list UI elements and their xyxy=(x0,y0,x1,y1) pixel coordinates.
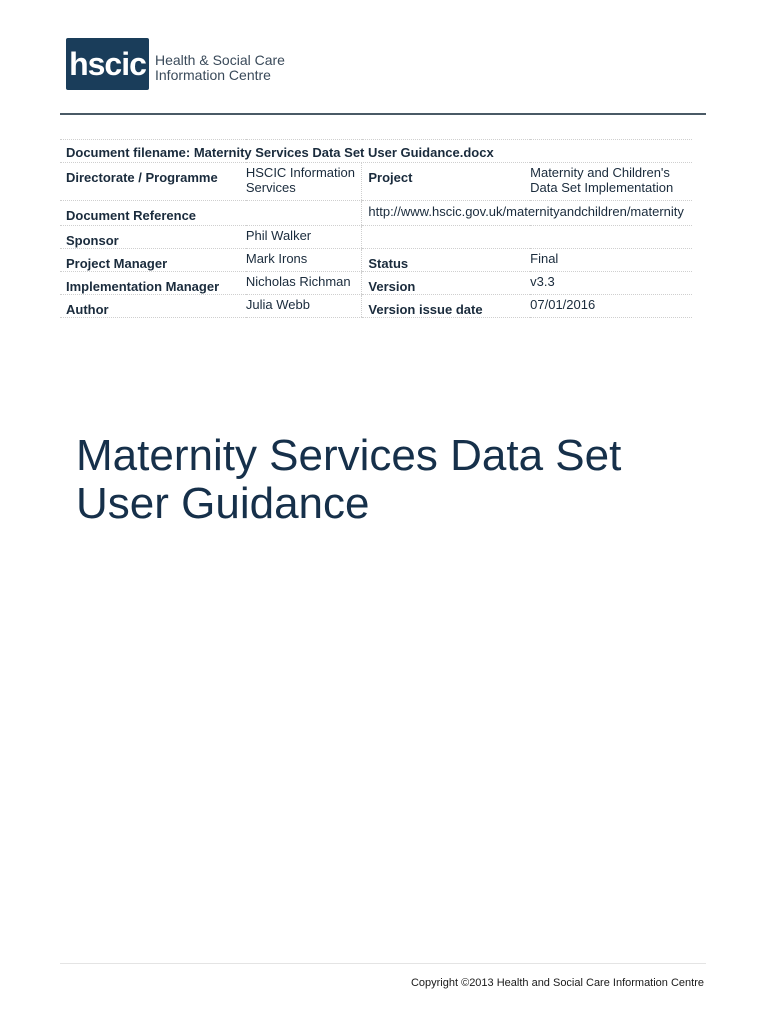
implementation-manager-row xyxy=(60,272,692,295)
hscic-logo xyxy=(66,38,149,90)
sponsor-value: Phil Walker xyxy=(246,226,362,249)
logo-name-line-1: Health & Social Care xyxy=(155,52,285,68)
document-reference-empty xyxy=(246,201,362,226)
document-reference-label: Document Reference xyxy=(60,201,246,226)
project-manager-label: Project Manager xyxy=(60,249,246,272)
sponsor-empty-label xyxy=(362,226,530,249)
document-reference-url: http://www.hscic.gov.uk/maternityandchildren/maternity xyxy=(362,201,692,226)
logo-organisation-name xyxy=(155,53,285,83)
filename-row xyxy=(60,140,692,163)
sponsor-row xyxy=(60,226,692,249)
implementation-manager-value: Nicholas Richman xyxy=(246,272,362,295)
header-divider xyxy=(60,113,706,115)
document-reference-row xyxy=(60,201,692,226)
copyright-notice: Copyright ©2013 Health and Social Care Information Centre xyxy=(410,977,704,989)
footer-divider xyxy=(60,963,706,964)
sponsor-empty-value xyxy=(530,226,692,249)
version-issue-date-label: Version issue date xyxy=(362,295,530,318)
author-label: Author xyxy=(60,295,246,318)
author-row xyxy=(60,295,692,318)
version-issue-date-value: 07/01/2016 xyxy=(530,295,692,318)
project-label: Project xyxy=(362,163,530,201)
document-metadata-table xyxy=(60,139,692,318)
document-filename: Document filename: Maternity Services Data Set User Guidance.docx xyxy=(60,140,692,163)
logo-mark: hscic xyxy=(69,46,146,82)
project-value: Maternity and Children's Data Set Implementation xyxy=(530,163,692,201)
directorate-value: HSCIC Information Services xyxy=(246,163,362,201)
directorate-row xyxy=(60,163,692,201)
document-title-line-1: Maternity Services Data Set xyxy=(76,431,622,480)
logo-name-line-2: Information Centre xyxy=(155,67,271,83)
status-label: Status xyxy=(362,249,530,272)
sponsor-label: Sponsor xyxy=(60,226,246,249)
version-value: v3.3 xyxy=(530,272,692,295)
document-title-line-2: User Guidance xyxy=(76,479,370,528)
project-manager-row xyxy=(60,249,692,272)
author-value: Julia Webb xyxy=(246,295,362,318)
document-title xyxy=(76,432,621,528)
implementation-manager-label: Implementation Manager xyxy=(60,272,246,295)
version-label: Version xyxy=(362,272,530,295)
project-manager-value: Mark Irons xyxy=(246,249,362,272)
status-value: Final xyxy=(530,249,692,272)
directorate-label: Directorate / Programme xyxy=(60,163,246,201)
